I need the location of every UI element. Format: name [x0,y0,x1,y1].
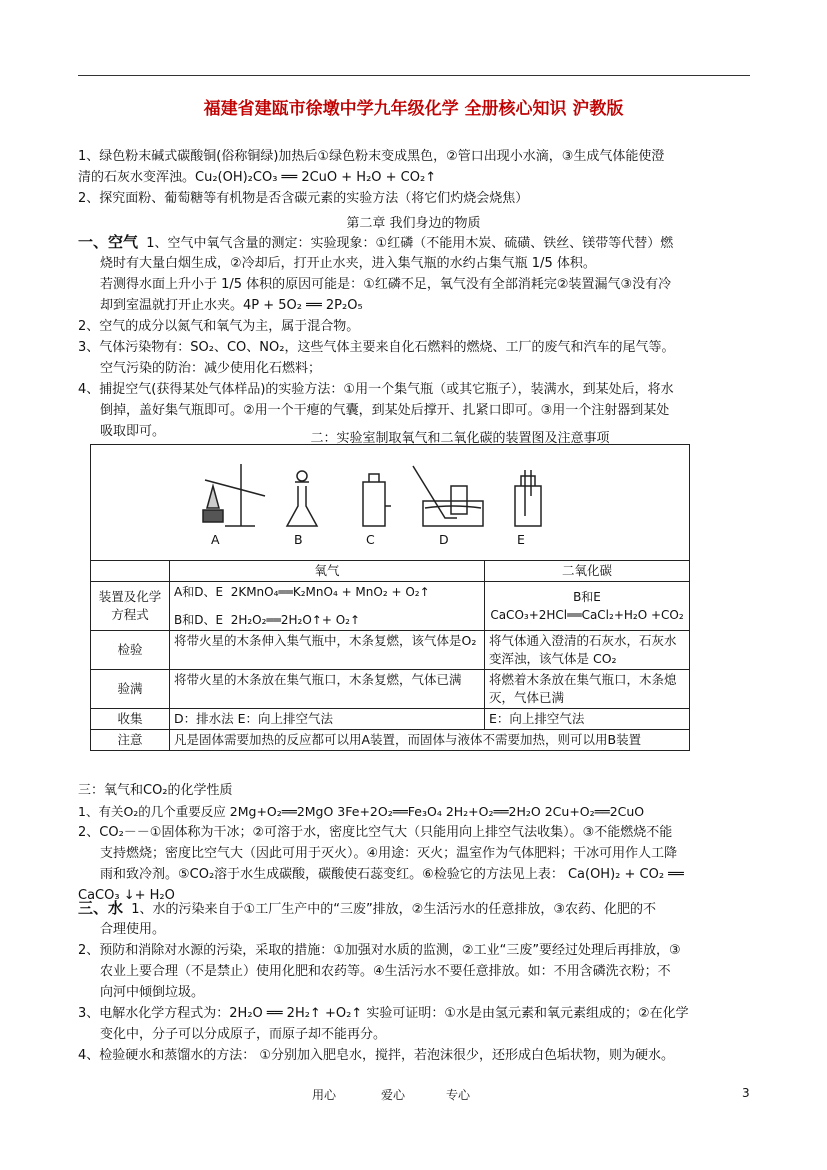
air-line-9: 倒掉，盖好集气瓶即可。②用一个干瘪的气囊，到某处后撑开、扎紧口即可。③用一个注射器到某处 [100,403,670,418]
o2-test: 将带火星的木条伸入集气瓶中，木条复燃，该气体是O₂ [170,631,485,670]
sec3-line-6: CaCO₃ ↓+ H₂O [78,888,175,903]
sec3-line-1: 三：氧气和CO₂的化学性质 [78,783,233,798]
co2-test: 将气体通入澄清的石灰水，石灰水变浑浊，该气体是 CO₂ [485,631,690,670]
footer-motto-1: 用心 [312,1088,337,1102]
air-line-10: 吸取即可。 [100,424,166,439]
apparatus-label-d: D [439,532,449,547]
water-line-6: 3、电解水化学方程式为：2H₂O ══ 2H₂↑ +O₂↑ 实验可证明：①水是由氢元素和氧元素组成的；②在化学 [78,1006,689,1021]
intro-line-2: 清的石灰水变浑浊。Cu₂(OH)₂CO₃ ══ 2CuO + H₂O + CO₂↑ [78,170,437,185]
apparatus-label-b: B [294,532,303,547]
apparatus-figure [91,445,690,561]
col-header-co2: 二氧化碳 [485,561,690,582]
air-line-6: 3、气体污染物有：SO₂、CO、NO₂，这些气体主要来自化石燃料的燃烧、工厂的废气和汽车的尾气等。 [78,340,675,355]
lab-table [90,444,690,751]
o2-collect: D：排水法 E：向上排空气法 [170,709,485,730]
air-line-5: 2、空气的成分以氮气和氧气为主，属于混合物。 [78,319,360,334]
o2-equations: A和D、E 2KMnO₄══K₂MnO₄ + MnO₂ + O₂↑ B和D、E 2H₂O₂══2H₂O↑+ O₂↑ [170,582,485,631]
footer-motto-3: 专心 [446,1088,471,1102]
header-rule [78,75,750,76]
row-label-apparatus: 装置及化学方程式 [91,582,170,631]
air-heading: 一、空气 [78,233,139,251]
row-label-full: 验满 [91,670,170,709]
air-line-8: 4、捕捉空气(获得某处气体样品)的实验方法：①用一个集气瓶（或其它瓶子），装满水，到某处后，将水 [78,382,674,397]
sec3-line-5: 雨和致冷剂。⑤CO₂溶于水生成碳酸，碳酸使石蕊变红。⑥检验它的方法见上表： Ca(OH)₂ + CO₂ ══ [100,867,684,882]
apparatus-label-a: A [211,532,220,547]
apparatus-label-e: E [517,532,525,547]
co2-collect: E：向上排空气法 [485,709,690,730]
water-line-2: 合理使用。 [100,922,166,937]
table-caption: 二：实验室制取氧气和二氧化碳的装置图及注意事项 [310,431,610,446]
intro-line-3: 2、探究面粉、葡萄糖等有机物是否含碳元素的实验方法（将它们灼烧会烧焦） [78,191,529,206]
note-text: 凡是固体需要加热的反应都可以用A装置，而固体与液体不需要加热，则可以用B装置 [170,730,690,751]
page-number: 3 [742,1086,750,1100]
air-line-1: 一、空气 1、空气中氧气含量的测定：实验现象：①红磷（不能用木炭、硫磺、铁丝、镁带等代替）燃 [78,233,674,251]
co2-full: 将燃着木条放在集气瓶口，木条熄灭，气体已满 [485,670,690,709]
air-line-2: 烧时有大量白烟生成，②冷却后，打开止水夹，进入集气瓶的水约占集气瓶 1/5 体积。 [100,256,596,271]
water-line-5: 向河中倾倒垃圾。 [100,985,205,1000]
air-line-3: 若测得水面上升小于 1/5 体积的原因可能是：①红磷不足，氧气没有全部消耗完②装置漏气③没有冷 [100,277,672,292]
co2-equation: B和E CaCO₃+2HCl══CaCl₂+H₂O +CO₂ [485,582,690,631]
o2-full: 将带火星的木条放在集气瓶口，木条复燃，气体已满 [170,670,485,709]
air-line-7: 空气污染的防治：减少使用化石燃料； [100,361,322,376]
row-label-note: 注意 [91,730,170,751]
water-line-3: 2、预防和消除对水源的污染，采取的措施：①加强对水质的监测，②工业“三废”要经过处理后再排放，③ [78,943,681,958]
air-line-4: 却到室温就打开止水夹。4P + 5O₂ ══ 2P₂O₅ [100,298,363,313]
col-header-o2: 氧气 [170,561,485,582]
page-title: 福建省建瓯市徐墩中学九年级化学 全册核心知识 沪教版 [203,99,624,119]
footer-motto-2: 爱心 [381,1088,406,1102]
row-label-test: 检验 [91,631,170,670]
sec3-line-2: 1、有关O₂的几个重要反应 2Mg+O₂══2MgO 3Fe+2O₂══Fe₃O₄ 2H₂+O₂══2H₂O 2Cu+O₂══2CuO [78,804,645,819]
intro-line-1: 1、绿色粉末碱式碳酸铜(俗称铜绿)加热后①绿色粉末变成黑色，②管口出现小水滴，③生成气体能使澄 [78,149,665,164]
water-heading: 三、水 [78,899,124,917]
sec3-line-4: 支持燃烧；密度比空气大（因此可用于灭火）。④用途：灭火；温室作为气体肥料；干冰可用作人工降 [100,846,678,861]
water-line-7: 变化中，分子可以分成原子，而原子却不能再分。 [100,1027,387,1042]
apparatus-diagram [95,446,685,554]
sec3-line-3: 2、CO₂－－①固体称为干冰；②可溶于水，密度比空气大（只能用向上排空气法收集）。③不能燃烧不能 [78,825,673,840]
apparatus-label-c: C [366,532,375,547]
row-label-collect: 收集 [91,709,170,730]
water-line-4: 农业上要合理（不是禁止）使用化肥和农药等。④生活污水不要任意排放。如：不用含磷洗衣粉；不 [100,964,671,979]
water-line-8: 4、检验硬水和蒸馏水的方法： ①分别加入肥皂水，搅拌，若泡沫很少，还形成白色垢状物，则为硬水。 [78,1048,675,1063]
water-line-1: 三、水 1、水的污染来自于①工厂生产中的“三废”排放，②生活污水的任意排放，③农药、化肥的不 [78,899,656,917]
chapter-title: 第二章 我们身边的物质 [346,216,481,231]
